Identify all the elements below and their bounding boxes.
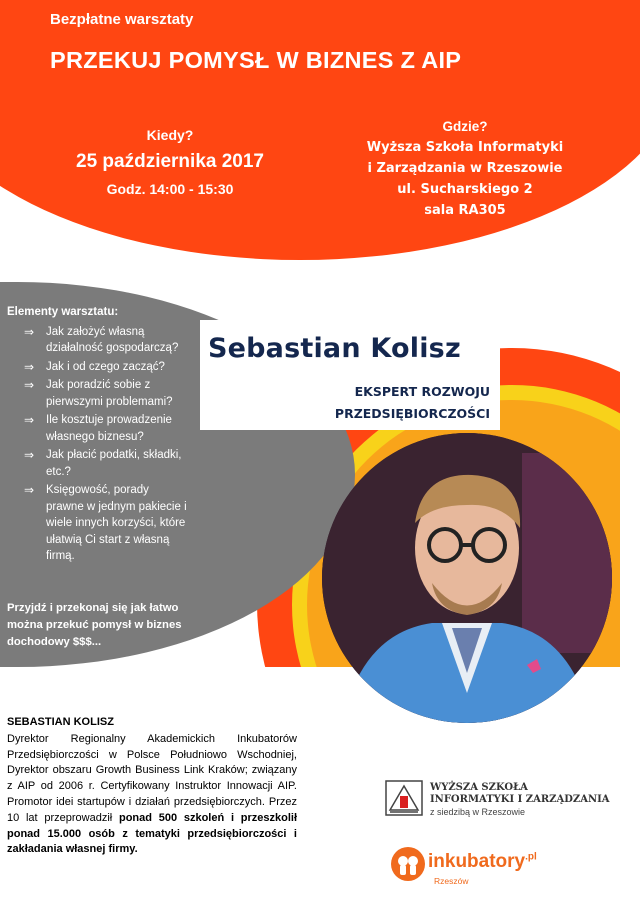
subtitle: Bezpłatne warsztaty <box>50 11 194 28</box>
wsiz-logo <box>380 780 620 820</box>
where-line: Wyższa Szkoła Informatyki <box>366 140 564 155</box>
inkubatory-logo <box>390 846 590 891</box>
when-block <box>40 127 300 197</box>
speaker-name: Sebastian Kolisz <box>208 333 461 364</box>
workshop-list <box>7 324 187 565</box>
when-label: Kiedy? <box>146 127 194 143</box>
decor-mask <box>620 282 640 682</box>
where-line: i Zarządzania w Rzeszowie <box>367 161 563 176</box>
where-block <box>340 119 590 218</box>
speaker-photo <box>322 433 612 723</box>
inkubatory-word: inkubatory$^{.pl}$ <box>428 851 537 872</box>
bio-bold-text: ponad 500 szkoleń i przeszkolił ponad 15.000 osób z tematyki przedsiębiorczości i zakładania własnej firmy. <box>7 811 297 856</box>
where-label: Gdzie? <box>442 119 488 134</box>
arrow-icon: ⇒ <box>24 324 35 339</box>
inkubatory-mark-icon <box>390 846 426 882</box>
invite-text: Przyjdź i przekonaj się jak łatwo można przekuć pomysł w biznes dochodowy $$$... <box>7 602 182 648</box>
list-item: ⇒ Jak i od czego zacząć? <box>24 359 165 374</box>
wsiz-emblem-icon <box>385 780 423 816</box>
arrow-icon: ⇒ <box>24 448 35 462</box>
arrow-icon: ⇒ <box>24 483 35 497</box>
list-item: ⇒ Ile kosztuje prowadzenie własnego biznesu? <box>24 413 172 443</box>
list-item: ⇒ Jak płacić podatki, składki, etc.? <box>24 448 182 478</box>
where-line: sala RA305 <box>424 203 506 218</box>
event-date: 25 października 2017 <box>76 151 264 172</box>
arrow-icon: ⇒ <box>24 378 35 392</box>
list-item: ⇒ Księgowość, porady prawne w jednym pakiecie i wiele innych korzyści, które ułatwią Ci start z własną firmą. <box>24 483 187 562</box>
bio-text: Dyrektor Regionalny Akademickich Inkubatorów Przedsiębiorczości w Polsce Południowo Wschodniej, Dyrektor obszaru Growth Business Link Kraków; związany z AIP od 2006 r. Certyfikowany Instruktor Innowacji AIP. Promotor idei startupów i działań przedsiębiorczych. Przez 10 lat przeprowadził <box>7 732 297 824</box>
list-item: ⇒ Jak założyć własną działalność gospodarczą? <box>24 324 179 354</box>
workshop-elements <box>7 304 187 567</box>
arrow-icon: ⇒ <box>24 359 35 374</box>
wsiz-line1: WYŻSZA SZKOŁA <box>430 782 528 793</box>
bio-name: SEBASTIAN KOLISZ <box>7 716 114 728</box>
arrow-icon: ⇒ <box>24 413 35 427</box>
where-line: ul. Sucharskiego 2 <box>397 182 533 197</box>
speaker-bio <box>7 715 297 858</box>
inkubatory-city: Rzeszów <box>434 876 469 886</box>
speaker-portrait-icon <box>322 433 612 723</box>
wsiz-line2: INFORMATYKI I ZARZĄDZANIA <box>430 794 610 805</box>
speaker-role: EKSPERT ROZWOJU PRZEDSIĘBIORCZOŚCI <box>334 384 490 421</box>
wsiz-line3: z siedzibą w Rzeszowie <box>430 807 526 817</box>
event-hours: Godz. 14:00 - 15:30 <box>106 181 234 197</box>
workshop-heading: Elementy warsztatu: <box>7 306 119 318</box>
headline: PRZEKUJ POMYSŁ W BIZNES Z AIP <box>50 47 462 73</box>
list-item: ⇒ Jak poradzić sobie z pierwszymi problemami? <box>24 378 173 408</box>
